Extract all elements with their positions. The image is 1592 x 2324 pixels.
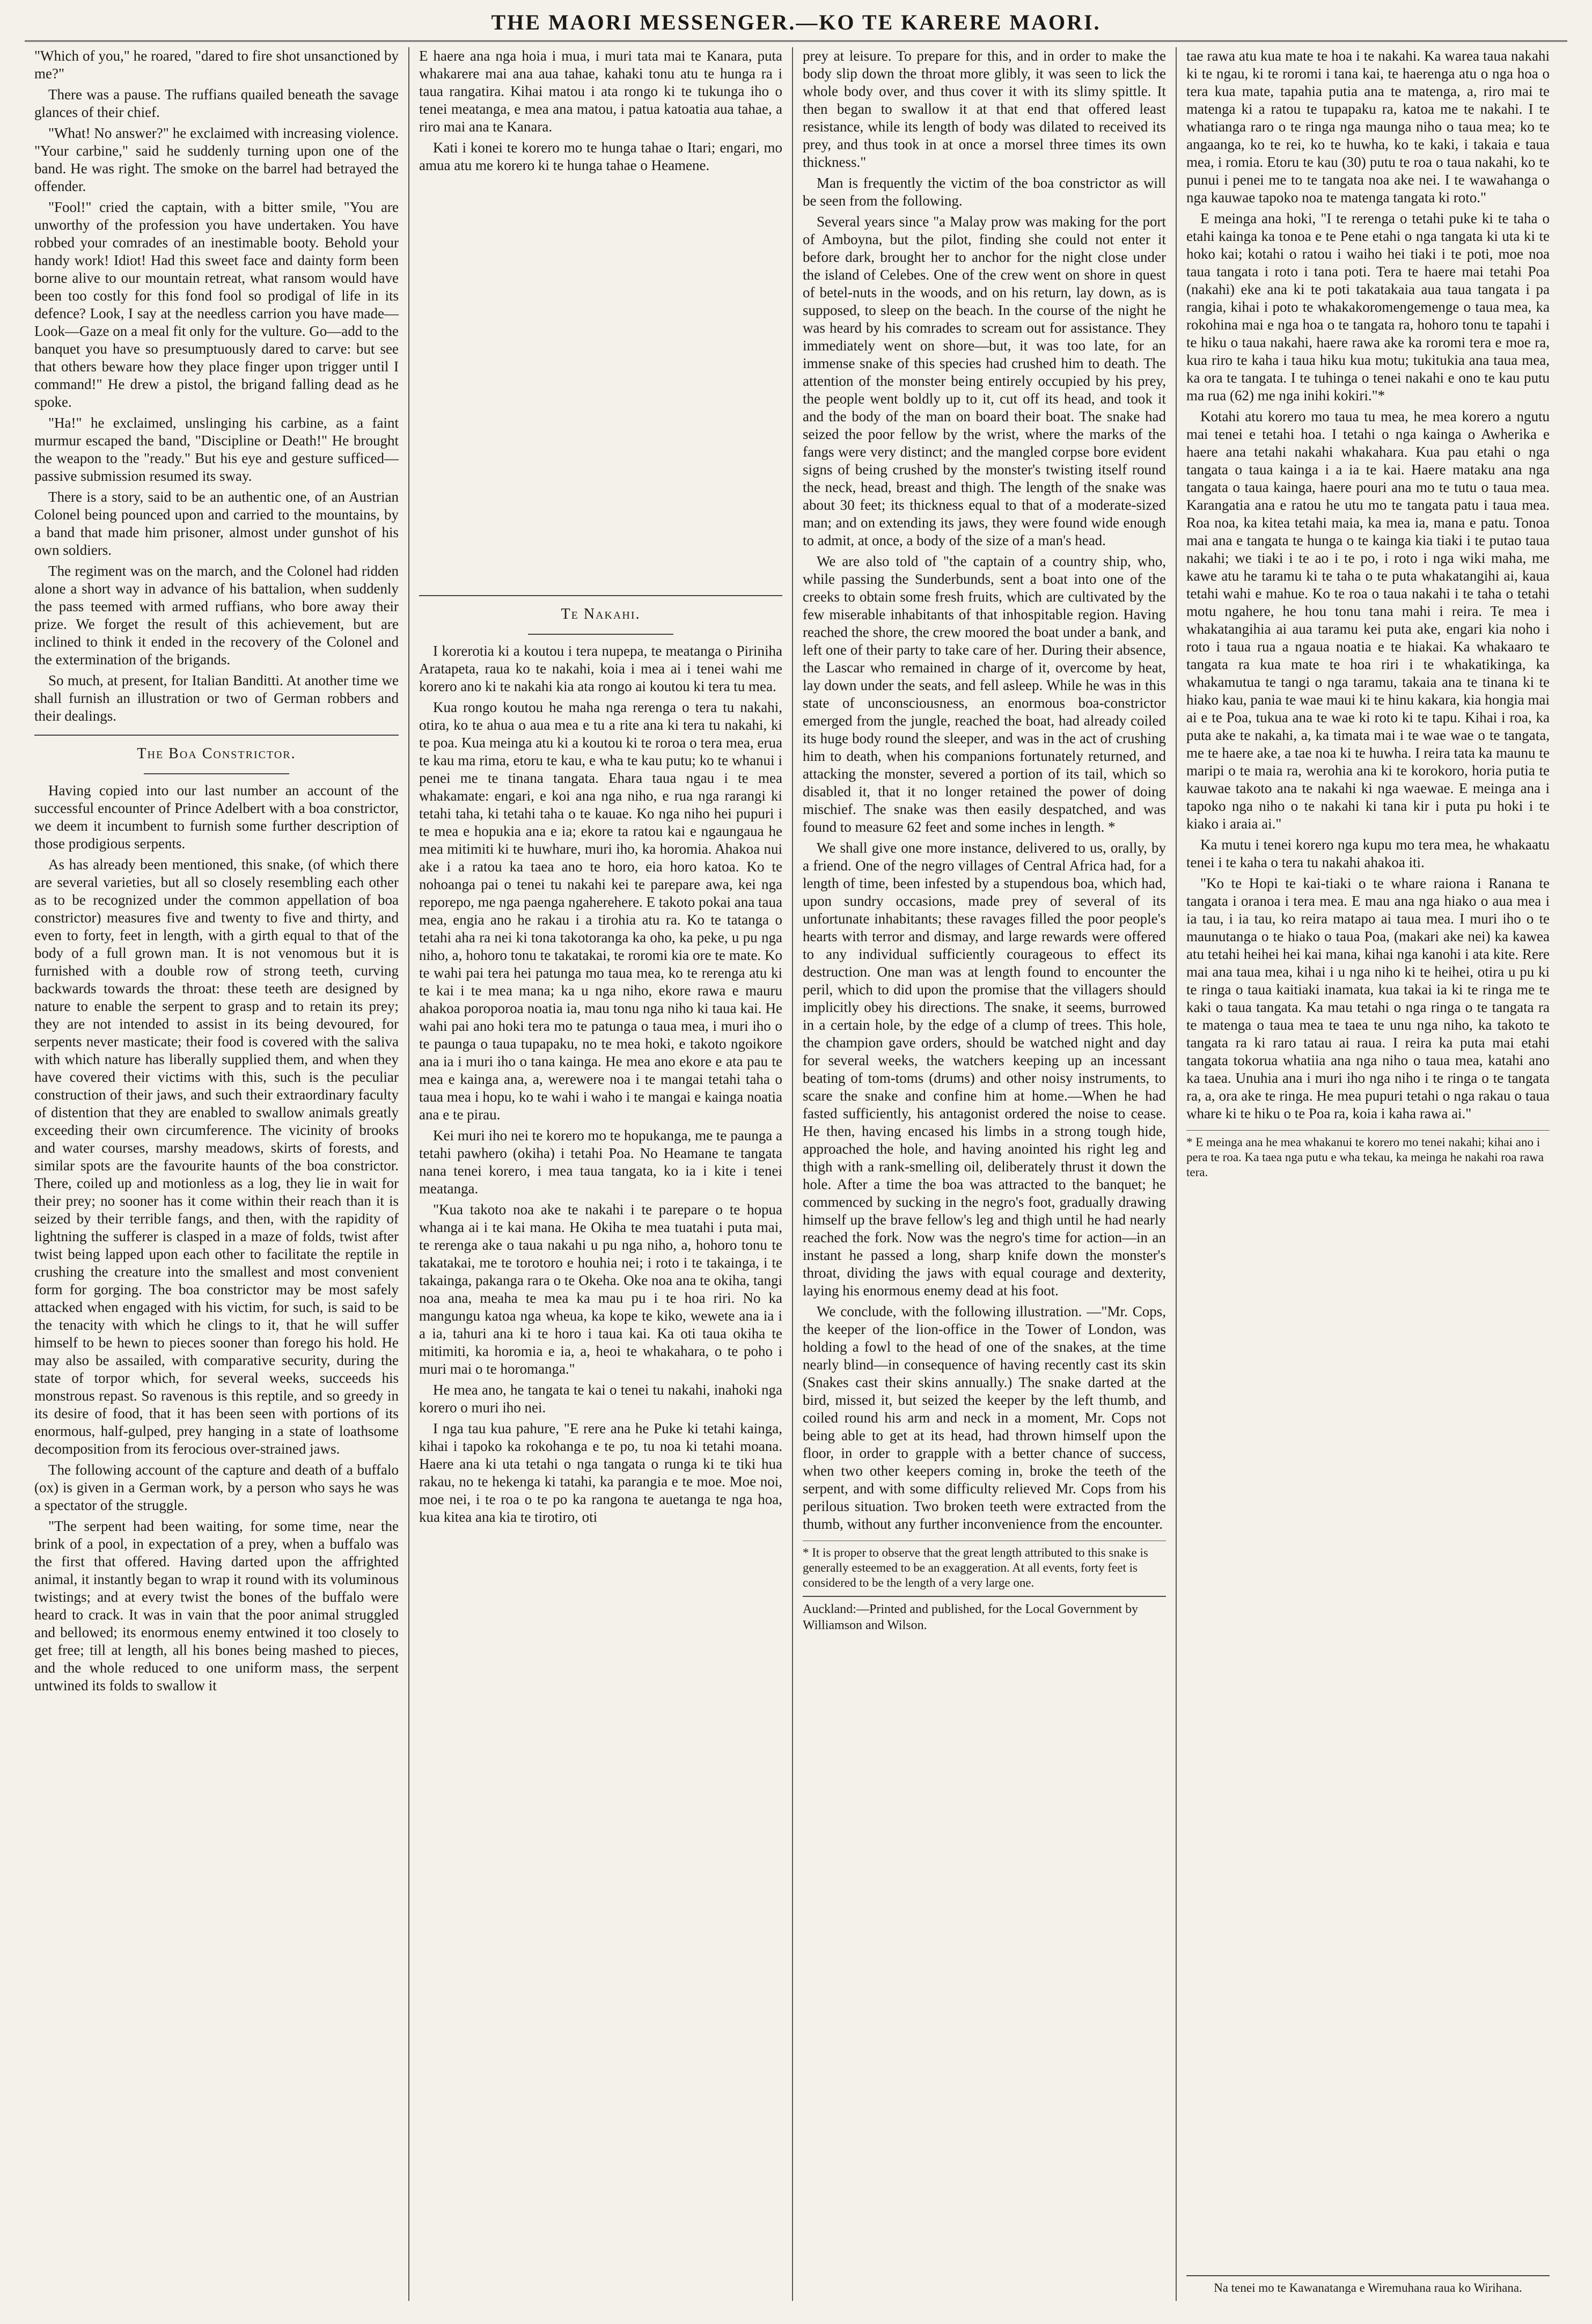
- paragraph: Several years since "a Malay prow was making for the port of Amboyna, but the pilot, finding she could not enter it before dark, brought her to anchor for the night close under the island of Celebes. One of the crew went on shore in quest of betel-nuts in the woods, and on his return, lay down, as is supposed, to sleep on the beach. In the course of the night he was heard by his comrades to scream out for assistance. They immediately went on shore—but, it was too late, for an immense snake of this species had crushed him to death. The attention of the monster being entirely occupied by his prey, the people went boldly up to it, cut off its head, and took it and the body of the man on board their boat. The snake had seized the poor fellow by the wrist, where the marks of the fangs were very distinct; and the mangled corpse bore evident signs of being crushed by the monster's twisting itself round the neck, head, breast and thigh. The length of the snake was about 30 feet; its thickness equal to that of a moderate-sized man; and on extending its jaws, they were found wide enough to admit, at once, a body of the size of a man's head.: [803, 214, 1166, 548]
- paragraph: Kua rongo koutou he maha nga rerenga o tera tu nakahi, otira, ko te ahua o aua mea e tu a rite ana ki tera tu nakahi, ki te poa. Kua meinga atu ki a koutou ki te roroa o tera mea, erua te kau ma rima, etoru te kau, e wha te kau putu; ko te whanui i penei me te tinana tangata. Ehara taua ngau i te mea whakamate: engari, e koi ana nga niho, e rua nga rarangi ki tetahi taha, ki tetahi taha o te kauae. Ko nga niho hei pupuri i te mea e hopukia ana e ia; ekore ta ratou kai e ngaungaua he mea mitimiti ki te huwhare, muri iho, ka horomia. Ahakoa nui ake i a ratou ka taea ano te horo, eia horo katoa. Ko te nohoanga pai o tenei tu nakahi kei te parepare awa, kei nga reporepo, me nga paenga ngaherehere. E takoto pokai ana taua mea, engia ano he rakau i a tirohia atu ra. Ko te tatanga o tetahi aha ra nei ki tona takotoranga ka oho, ka peke, u pu nga niho, a, hohoro tonu te takatakai, te roromi kia ore te mate. Ko te wahi pai tera hei patunga mo taua mea, ko te rerenga atu ki te kai i te mea mana; ka u nga niho, ekore rawa e mauru ahakoa poroporoa noatia ia, mau tonu nga niho ki taua kai. He wahi pai ano hoki tera mo te patunga o taua mea, i muri iho o te paunga o taua tupapaku, no te mea hoki, e takoto ngoikore ana ia i muri iho o tana kainga. He mea ano ekore e ata pau te mea e kainga ana, a, werewere noa i te mangai tetahi taha o taua mea i hopu, ko te wahi i waho i te mangai e kainga noatia ana e te pirau.: [419, 699, 782, 1123]
- paragraph: E meinga ana hoki, "I te rerenga o tetahi puke ki te taha o etahi kainga ka tonoa e te Pene etahi o nga tangata ki uta ki te hoko kai; kotahi o ratou i waiho hei tiaki i te poti, moe noa taua tangata i roto i tana poti. Tera te haere mai tetahi Poa (nakahi) eke ana ki te poti takatakaia aua taua tangata i pa rangia, kihai i poto te whakakoromengemenge o taua mea, ka rokohina mai e nga hoa o te tangata ra, hohoro tonu te tapahi i te hiku o taua nakahi, haere rawa ake ka roromi tera e moe ra, kua riro te kaha i taua hiku kua motu; tukitukia ana taua mea, ka ora te tangata. I te tuhinga o tenei nakahi e ono te kau putu ma rua (62) me nga inihi kokiri."*: [1186, 210, 1550, 404]
- paragraph: "Kua takoto noa ake te nakahi i te parepare o te hopua whanga ai i te kai mana. He Okiha te mea tuatahi i puta mai, te rerenga ake o taua nakahi u pu nga niho, a, hohoro tonu te takatakai, me te torotoro e houhia nei; i roto i te takainga, i te takainga, pakanga rara o te Okeha. Oke noa ana te okiha, tangi noa ana, meaha te mea ka mau pu i te hoa riri. No ka mangungu katoa nga wheua, ka kope te kiko, wewete ana ia i a ia, tahuri ana ki te horo i taua kai. Ka oti taua okiha te mitimiti, ka horomia e ia, a, heoi te whakahara, o te poho i muri mai o te horomanga.": [419, 1201, 782, 1377]
- column-1: [25, 47, 408, 2301]
- imprint: Auckland:—Printed and published, for the Local Government by Williamson and Wilson.: [803, 1596, 1166, 1633]
- title-rule: [528, 634, 673, 635]
- paragraph: There is a story, said to be an authentic one, of an Austrian Colonel being pounced upon and carried to the mountains, by a band that made him prisoner, almost under gunshot of his own soldiers.: [34, 489, 399, 558]
- paragraph: "Ko te Hopi te kai-tiaki o te whare raiona i Ranana te tangata i oranoa i tera mea. E mau ana nga hiako o aua mea i ia tau, i ia tau, ko reira matapo ai taua mea. I muri iho o te maunutanga o te hiako o taua Poa, (makari ake nei) ka kawea atu tetahi heihei hei kai mana, kihai nga kanohi i ata kite. Rere mai ana taua mea, kihai i u nga niho ki te heihei, otira u pu ki te ringa o taua kaitiaki inamata, kua takai ia ki te ringa me te kaki o taua tangata. Ka mau tetahi o nga ringa o te tangata ra te matenga o taua mea te taea te unu nga niho, ka takoto te tangata ra ki raro tatau ai raua. I reira ka puta mai etahi tangata tokorua whatiia ana nga niho o taua mea, katahi ano ka taea. Unuhia ana i muri iho nga niho i te ringa o te tangata ra, a, ora ake te ringa. He mea pupuri tetahi o nga rakau o taua whare ki te hiku o te Poa ra, koia i kaha rawa ai.": [1186, 875, 1550, 1121]
- printer-credit: Na tenei mo te Kawanatanga e Wiremuhana raua ko Wirihana.: [1186, 2275, 1550, 2296]
- column-3: [792, 47, 1176, 2301]
- blank-space: [419, 178, 782, 585]
- paragraph: Kotahi atu korero mo taua tu mea, he mea korero a ngutu mai tenei e tetahi hoa. I tetahi o nga kainga o Awherika e haere ana tetahi nakahi whakahara. Kua pau etahi o nga tangata o taua kainga i a ia te kai. Haere mataku ana nga tangata o taua kainga, haere pouri ana mo te tutu o taua mea. Karangatia ana e ratou he utu mo te tangata patu i taua mea. Roa noa, ka kitea tetahi maia, ka mea ia, mana e patu. Tonoa mai ana e tangata te hunga o te kainga kia tiaki i te putao taua nakahi; we tiaki i te ao i te po, i roto i nga wiki maha, me kawe atu he taramu ki te taha o te puta whakatangihi ai, kaua tetahi wahi e mahue. Ko te roa o taua nakahi i te taha o tetahi motu ngahere, he hou tonu tana mahi i reira. Te mea i whakatangihia ai aua taramu kei puta ake, engari kia noho i roto i taua rua a ngaua noatia e te hiakai. Ka whakaaro te tangata ra kua mate te hoa riri i te whakatikinga, ka whakamutua te tangi o nga taramu, takaia ana te tinana ki te hiako kau, pania te wae maui ki te hinu kakara, kia hongia mai ai e te Poa, tukua ana te wae ki roto ki te tapu. Kihai i roa, ka puta ake te nakahi, a, ka timata mai i te wae wae o te tangata, me te haere ake, a tae noa ki te huwha. I reira tata ka maunu te maripi o te maia ra, werohia ana ki te korokoro, horia putia te kauwae takoto ana te nakahi ki nga waewae. E meinga ana i tapoko nga niho o te nakahi ki tana kir i puta pu hoki i te kiako i araia ai.": [1186, 408, 1550, 832]
- paragraph: Ka mutu i tenei korero nga kupu mo tera mea, he whakaatu tenei i te kaha o tera tu nakahi ahakoa iti.: [1186, 837, 1550, 870]
- paragraph: The regiment was on the march, and the Colonel had ridden alone a short way in advance of his battalion, when suddenly the pass teemed with armed ruffians, who bore away their prize. We forget the result of this achievement, but are inclined to think it ended in the recovery of the Colonel and the extermination of the brigands.: [34, 563, 399, 668]
- footnote: * It is proper to observe that the great length attributed to this snake is generally esteemed to be an exaggeration. At all events, forty feet is considered to be the length of a very large one.: [803, 1541, 1166, 1590]
- paragraph: We shall give one more instance, delivered to us, orally, by a friend. One of the negro villages of Central Africa had, for a length of time, been infested by a stupendous boa, which had, upon sundry occasions, made prey of several of its unfortunate inhabitants; these ravages filled the poor people's hearts with terror and dismay, and large rewards were offered to any individual sufficiently courageous to effect its destruction. One man was at length found to encounter the peril, which to did upon the promise that the villagers should implicitly obey his directions. The snake, it seems, burrowed in a certain hole, by the edge of a clump of trees. This hole, the champion gave orders, should be watched night and day for several weeks, the watchers keeping up an incessant beating of tom-toms (drums) and other noisy instruments, to scare the snake and confine him at home.—When he had fasted sufficiently, his antagonist ordered the noise to cease. He then, having encased his limbs in a strong tough hide, approached the hole, and having anointed his right leg and thigh with a rank-smelling oil, deliberately thrust it down the hole. After a time the boa was attracted to the banquet; he commenced by sucking in the negro's foot, gradually drawing himself up the brave fellow's leg and thigh until he had nearly reached the fork. Now was the negro's time for action—in an instant he passed a long, sharp knife down the monster's throat, dividing the jaws with equal courage and dexterity, laying his enormous enemy dead at his foot.: [803, 840, 1166, 1299]
- section-divider: [419, 595, 782, 596]
- paragraph: We conclude, with the following illustration. —"Mr. Cops, the keeper of the lion-office in the Tower of London, was holding a fowl to the head of one of the snakes, at the time nearly blind—in consequence of having recently cast its skin (Snakes cast their skins annually.) The snake darted at the bird, missed it, but seized the keeper by the left thumb, and coiled round his arm and neck in a moment, Mr. Cops not being able to get at its head, had thrown himself upon the floor, in order to grapple with a better chance of success, when two other keepers coming in, broke the teeth of the serpent, and with some difficulty relieved Mr. Cops from his perilous situation. Two broken teeth were extracted from the thumb, without any further inconvenience from the encounter.: [803, 1303, 1166, 1532]
- paragraph: I korerotia ki a koutou i tera nupepa, te meatanga o Piriniha Aratapeta, raua ko te nakahi, koia i mea ai i tenei wahi me korero ano ki te nakahi kia ata rongo ai koutou ki tera tu mea.: [419, 643, 782, 694]
- paragraph: "The serpent had been waiting, for some time, near the brink of a pool, in expectation of a prey, when a buffalo was the first that offered. Having darted upon the affrighted animal, it instantly began to wrap it round with its voluminous twistings; and at every twist the bones of the buffalo were heard to crack. It was in vain that the poor animal struggled and bellowed; its enormous enemy entwined it too closely to get free; till at length, all his bones being mashed to pieces, and the whole reduced to one uniform mass, the serpent untwined its folds to swallow it: [34, 1518, 399, 1693]
- paragraph: "Which of you," he roared, "dared to fire shot unsanctioned by me?": [34, 48, 399, 82]
- paragraph: Kati i konei te korero mo te hunga tahae o Itari; engari, mo amua atu me korero ki te hunga tahae o Heamene.: [419, 140, 782, 173]
- title-rule: [144, 773, 290, 774]
- section-divider: [34, 735, 399, 736]
- masthead: THE MAORI MESSENGER.—KO TE KARERE MAORI.: [25, 10, 1567, 42]
- paragraph: "Fool!" cried the captain, with a bitter smile, "You are unworthy of the profession you have undertaken. You have robbed your comrades of an inestimable booty. Behold your handy work! Idiot! Had this sweet face and dainty form been borne alive to our mountain retreat, what ransom would have been too costly for this fond fool so prodigal of life in its defence? Look, I say at the needless carrion you have made—Look—Gaze on a meal fit only for the vulture. Go—add to the banquet you have so presumptuously dared to carve: but see that others beware how they place finger upon trigger until I command!" He drew a pistol, the brigand falling dead as he spoke.: [34, 199, 399, 410]
- paragraph: There was a pause. The ruffians quailed beneath the savage glances of their chief.: [34, 86, 399, 120]
- paragraph: Having copied into our last number an account of the successful encounter of Prince Adelbert with a boa constrictor, we deem it incumbent to furnish some further description of those prodigious serpents.: [34, 782, 399, 852]
- column-2: [408, 47, 792, 2301]
- column-4: [1176, 47, 1559, 2301]
- paragraph: Kei muri iho nei te korero mo te hopukanga, me te paunga a tetahi pawhero (okiha) i tetahi Poa. No Heamane te tangata nana tenei korero, i mea taua tangata, ko ia i kite i tenei meatanga.: [419, 1127, 782, 1197]
- paragraph: prey at leisure. To prepare for this, and in order to make the body slip down the throat more glibly, it was seen to lick the whole body over, and thus cover it with its slimy spittle. It then began to swallow it at that end that offered least resistance, while its length of body was dilated to received its prey, and thus took in at once a morsel three times its own thickness.": [803, 48, 1166, 170]
- paragraph: He mea ano, he tangata te kai o tenei tu nakahi, inahoki nga korero o muri iho nei.: [419, 1382, 782, 1416]
- section-title-nakahi: Te Nakahi.: [561, 606, 641, 622]
- paragraph: tae rawa atu kua mate te hoa i te nakahi. Ka warea taua nakahi ki te ngau, ki te roromi i tana kai, te haerenga atu o nga hoa o tera kua mate, tapahia putia ana te matenga, a, riro mai te matenga ki a ratou te tupapaku ra, katoa me te nakahi. I te whatianga raro o te ringa nga maunga niho o taua mea; ko te angaanga, ko te rei, ko te huwha, ko te kaki, i takaia e taua mea, i romia. Etoru te kau (30) putu te roa o taua nakahi, ko te punui i penei me to te tangata noa ake nei. I te wawahanga o nga kauwae tapoko noa te matenga tangata ki roto.": [1186, 48, 1550, 206]
- brigand-story: [34, 47, 399, 725]
- paragraph: The following account of the capture and death of a buffalo (ox) is given in a German work, by a person who says he was a spectator of the struggle.: [34, 1462, 399, 1513]
- paragraph: We are also told of "the captain of a country ship, who, while passing the Sunderbunds, sent a boat into one of the creeks to obtain some fresh fruits, which are cultivated by the few miserable inhabitants of that inhospitable region. Having reached the shore, the crew moored the boat under a bank, and left one of their party to take care of her. During their absence, the Lascar who remained in charge of it, overcome by heat, lay down under the seats, and fell asleep. While he was in this state of unconsciousness, an enormous boa-constrictor emerged from the jungle, reached the boat, had already coiled its huge body round the sleeper, and was in the act of crushing him to death, when his companions fortunately returned, and attacking the monster, severed a portion of its tail, which so disabled it, that it no longer retained the power of doing mischief. The snake was then easily despatched, and was found to measure 62 feet and some inches in length. *: [803, 553, 1166, 835]
- column-fade: [25, 2269, 408, 2301]
- column-fade: [409, 2269, 792, 2301]
- paragraph: "Ha!" he exclaimed, unslinging his carbine, as a faint murmur escaped the band, "Discipline or Death!" He brought the weapon to the "ready." But his eye and gesture sufficed—passive submission resumed its sway.: [34, 415, 399, 484]
- paragraph: "What! No answer?" he exclaimed with increasing violence. "Your carbine," said he suddenly turning upon one of the band. He was right. The smoke on the barrel had betrayed the offender.: [34, 125, 399, 194]
- columns: [25, 47, 1567, 2301]
- section-title-boa: The Boa Constrictor.: [137, 745, 296, 762]
- paragraph: Man is frequently the victim of the boa constrictor as will be seen from the following.: [803, 175, 1166, 209]
- paragraph: E haere ana nga hoia i mua, i muri tata mai te Kanara, puta whakarere mai ana aua tahae, kahaki tonu atu te hunga ra i taua rangatira. Kihai matou i ata rongo ki te tukunga iho o tenei meatanga, e mea ana matou, i patua katoatia aua tahae, a riro mai ana te Kanara.: [419, 48, 782, 135]
- paragraph: I nga tau kua pahure, "E rere ana he Puke ki tetahi kainga, kihai i tapoko ka rokohanga e te po, tu noa ki tetahi moana. Haere ana ki uta tetahi o nga tangata o runga ki te tiki hua rakau, no te hekenga ki tatahi, ka parangia e te moe. Moe noi, moe nei, i te roa o te po ka rangona te auetanga te nga hoa, kua kitea ana kia te tirotiro, oti: [419, 1420, 782, 1525]
- footnote: * E meinga ana he mea whakanui te korero mo tenei nakahi; kihai ano i pera te roa. Ka taea nga putu e wha tekau, ka meinga he nakahi roa rawa tera.: [1186, 1130, 1550, 1180]
- paragraph: So much, at present, for Italian Banditti. At another time we shall furnish an illustration or two of German robbers and their dealings.: [34, 672, 399, 724]
- paragraph: As has already been mentioned, this snake, (of which there are several varieties, but all so closely resembling each other as to be recognized under the common appellation of boa constrictor) measures five and twenty to five and thirty, and even to forty, feet in length, with a girth equal to that of the body of a full grown man. It is not venomous but it is furnished with a double row of strong teeth, curving backwards towards the throat: these teeth are designed by nature to enable the serpent to grasp and to retain its prey; they are not intended to assist in its being devoured, for serpents never masticate; their food is covered with the saliva with which nature has liberally supplied them, and when they have covered their victims with this, such is the peculiar construction of their jaws, and such their extraordinary faculty of distention that they are enabled to swallow animals greatly exceeding their own circumference. The vicinity of brooks and water courses, marshy meadows, skirts of forests, and similar spots are the favourite haunts of the boa constrictor. There, coiled up and motionless as a log, they lie in wait for their prey; no sooner has it come within their reach than it is seized by their terrible fangs, and then, with the rapidity of lightning the sufferer is clasped in a maze of folds, twist after twist being lapped upon each other to facilitate the reptile in crushing the creature into the smallest and most convenient form for gorging. The boa constrictor may be most safely attacked when engaged with his victim, for such, is said to be the tenacity with which he clings to it, that he will suffer himself to be hewn to pieces sooner than forego his hold. He may also be assailed, with comparative security, during the state of torpor which, for several weeks, succeeds his monstrous repast. So ravenous is this reptile, and so greedy in its desire of food, that it has been seen with portions of its enormous, half-gulped, prey hanging in a state of loathsome decomposition from its ferocious over-strained jaws.: [34, 856, 399, 1457]
